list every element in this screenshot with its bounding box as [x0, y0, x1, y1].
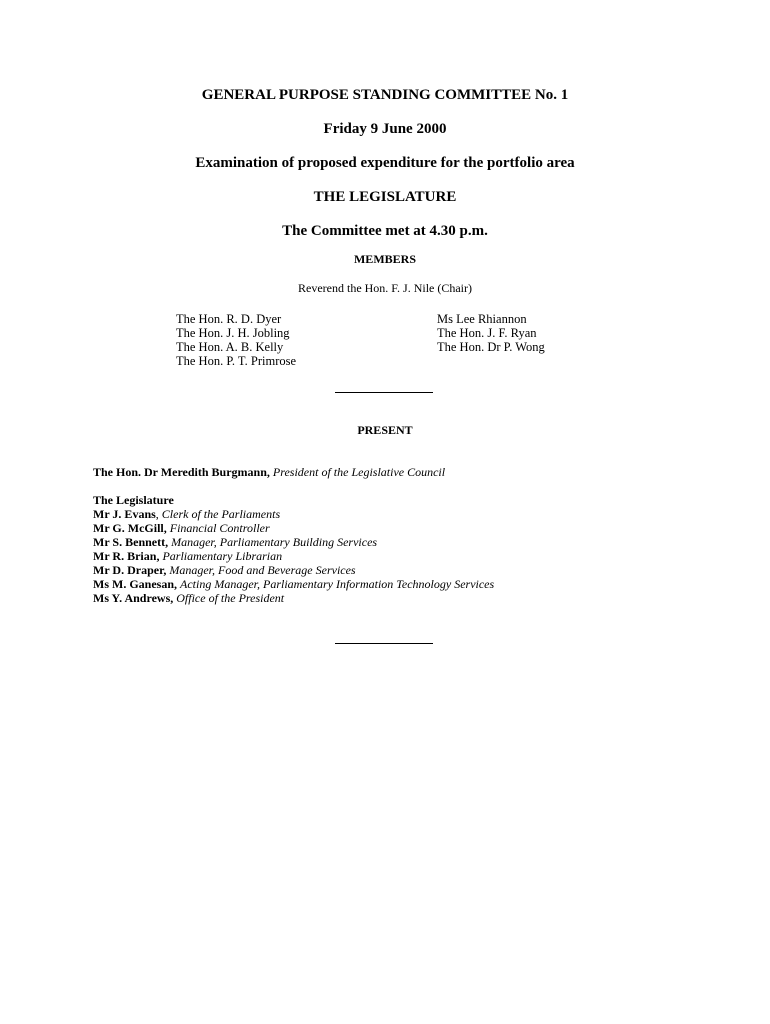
member-name: The Hon. J. H. Jobling: [176, 326, 290, 340]
officer-role: Office of the President: [176, 591, 285, 605]
officer-row: [93, 535, 494, 549]
president-role: President of the Legislative Council: [272, 465, 446, 479]
officer-role: Parliamentary Librarian: [162, 549, 283, 563]
member-name: The Hon. R. D. Dyer: [176, 312, 282, 326]
chair-member: Reverend the Hon. F. J. Nile (Chair): [298, 281, 472, 295]
officer-row: [93, 563, 494, 577]
meeting-date: Friday 9 June 2000: [323, 121, 447, 137]
meeting-time: The Committee met at 4.30 p.m.: [282, 223, 488, 239]
officer-role: Financial Controller: [169, 521, 270, 535]
closing-divider: [335, 643, 433, 644]
officer-name: Ms Y. Andrews,: [93, 591, 174, 605]
members-right-column: [437, 312, 545, 354]
officer-name: Mr S. Bennett,: [93, 535, 169, 549]
officer-name: Mr D. Draper,: [93, 563, 167, 577]
committee-title: GENERAL PURPOSE STANDING COMMITTEE No. 1: [201, 87, 569, 103]
member-name: The Hon. P. T. Primrose: [176, 354, 297, 368]
officer-name: Ms M. Ganesan,: [93, 577, 177, 591]
officer-row: [93, 521, 494, 535]
officer-name: Mr G. McGill,: [93, 521, 167, 535]
officer-role: Manager, Food and Beverage Services: [169, 563, 356, 577]
member-name: Ms Lee Rhiannon: [437, 312, 527, 326]
section-divider: [335, 392, 433, 393]
president-line: [93, 465, 445, 479]
officer-role: Clerk of the Parliaments: [161, 507, 281, 521]
president-name: The Hon. Dr Meredith Burgmann,: [93, 465, 270, 479]
officer-name: Mr R. Brian,: [93, 549, 160, 563]
officer-role: Acting Manager, Parliamentary Information Technology Services: [180, 577, 495, 591]
legislature-officers: [93, 493, 494, 605]
member-name: The Hon. J. F. Ryan: [437, 326, 537, 340]
officer-row: [93, 549, 494, 563]
legislature-heading: The Legislature: [93, 493, 174, 507]
present-heading: PRESENT: [357, 423, 413, 437]
officer-row: [93, 577, 494, 591]
officer-row: Mr J. Evans, Clerk of the Parliaments: [93, 507, 281, 521]
portfolio-title: THE LEGISLATURE: [313, 189, 457, 205]
member-name: The Hon. A. B. Kelly: [176, 340, 284, 354]
members-left-column: [176, 312, 296, 368]
officer-role: Manager, Parliamentary Building Services: [171, 535, 378, 549]
member-name: The Hon. Dr P. Wong: [437, 340, 545, 354]
examination-subject: Examination of proposed expenditure for the portfolio area: [195, 155, 575, 171]
members-heading: MEMBERS: [353, 252, 416, 266]
officer-row: [93, 591, 494, 605]
officer-name: Mr J. Evans: [93, 507, 156, 521]
